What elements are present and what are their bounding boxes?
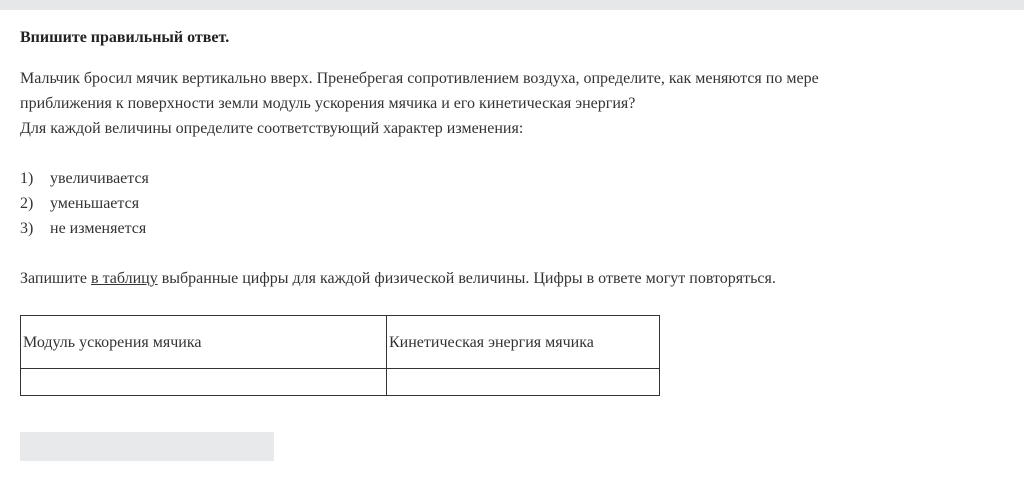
option-item (20, 191, 1000, 216)
answer-table-header-row (21, 316, 660, 369)
answer-cell-kinetic-energy[interactable] (387, 369, 660, 396)
answer-input-kinetic-energy[interactable] (389, 370, 657, 394)
answer-instruction-end: выбранные цифры для каждой физической величины. Цифры в ответе могут повторяться. (157, 270, 776, 287)
submit-button-placeholder[interactable] (20, 432, 274, 461)
task-content (20, 26, 1000, 291)
option-number: 1) (20, 170, 34, 187)
answer-instruction-start: Запишите (20, 270, 92, 287)
answer-cell-acceleration[interactable] (21, 369, 387, 396)
option-number: 3) (20, 220, 34, 237)
answer-input-acceleration[interactable] (23, 370, 384, 394)
question-prompt: Для каждой величины определите соответствующий характер изменения: (20, 120, 524, 137)
header-acceleration: Модуль ускорения мячика (21, 316, 387, 369)
answer-instruction-underlined: в таблицу (91, 270, 158, 287)
option-item (20, 166, 1000, 191)
answer-table (20, 315, 660, 396)
task-instruction: Впишите правильный ответ. (20, 29, 230, 46)
option-text: не изменяется (50, 220, 147, 237)
options-list (20, 166, 1000, 241)
option-text: увеличивается (50, 170, 149, 187)
answer-table-input-row (21, 369, 660, 396)
question-line-2: приближения к поверхности земли модуль ускорения мячика и его кинетическая энергия? (20, 95, 636, 112)
header-kinetic-energy: Кинетическая энергия мячика (387, 316, 660, 369)
option-item (20, 216, 1000, 241)
option-number: 2) (20, 195, 34, 212)
question-text (20, 66, 1000, 116)
answer-instruction (20, 266, 1000, 291)
question-line-1: Мальчик бросил мячик вертикально вверх. Пренебрегая сопротивлением воздуха, определите, как меняются по мере (20, 70, 819, 87)
option-text: уменьшается (50, 195, 140, 212)
top-strip (0, 0, 1024, 10)
